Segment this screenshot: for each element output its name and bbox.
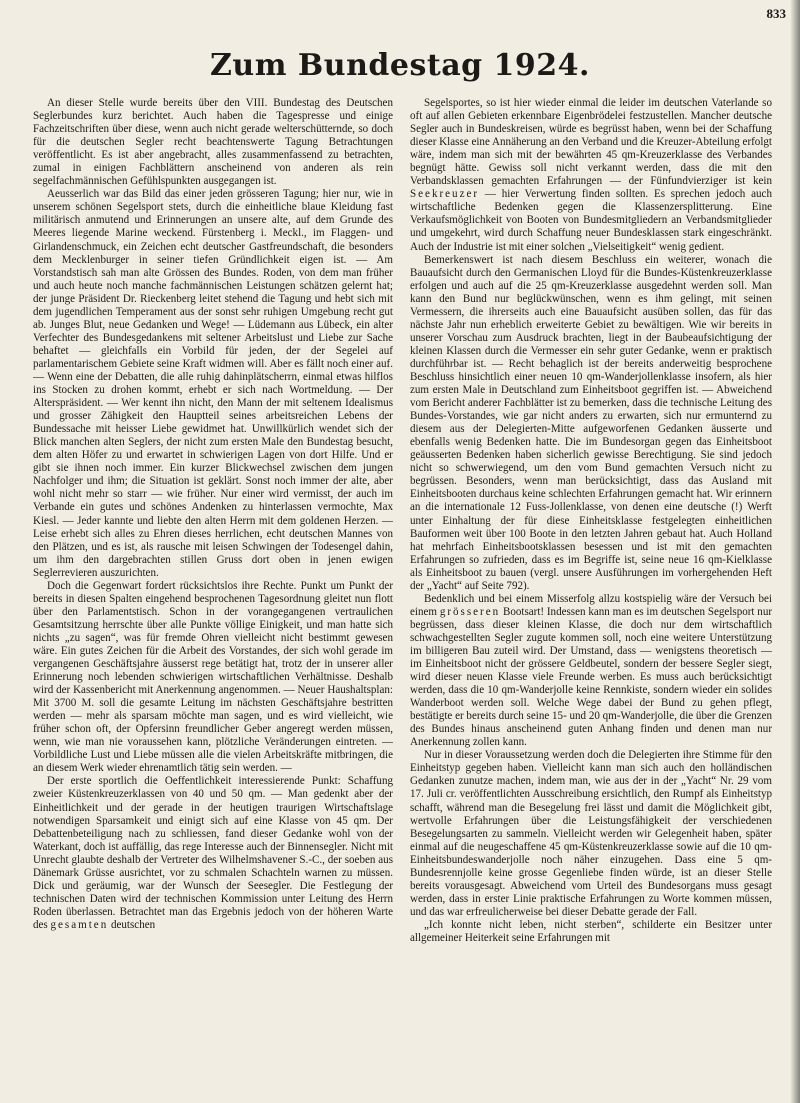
paragraph bbox=[410, 97, 772, 254]
emphasized-word: gesamten bbox=[50, 918, 109, 931]
page-number: 833 bbox=[766, 6, 786, 21]
paragraph-text: Der erste sportlich die Oeffentlichkeit interessierende Punkt: Schaffung zweier Küstenkreuzerklassen von 40 und 50 qm. — Man gedenkt aber der Einheitlichkeit und der gerade in der heutigen traurigen Wirtschaftslage notwendigen Sparsamkeit und einigt sich auf eine Klasse von 45 qm. Der Debattenbeteiligung nach zu schliessen, fand dieser Gedanke wohl von der Waterkant, doch ist auffällig, das rege Interesse auch der Binnensegler. Nicht mit Unrecht glaubte deshalb der Vertreter des Wilhelmshavener S.-C., der soeben aus Dänemark Grüsse ausrichtet, vor zu schmalen Schachteln warnen zu müssen. Dick und geräumig, war der Wunsch der Seesegler. Die Festlegung der technischen Daten wird der technischen Kommission unter Leitung des Herrn Roden überlassen. Betrachtet man das Ergebnis jedoch von der höheren Warte des bbox=[33, 775, 393, 931]
right-column bbox=[410, 97, 772, 1092]
page-edge-shadow bbox=[790, 0, 800, 1103]
emphasized-word: Seekreuzer bbox=[410, 188, 480, 201]
paragraph bbox=[410, 593, 772, 750]
paragraph: „Ich konnte nicht leben, nicht sterben“, schilderte ein Besitzer unter allgemeiner Heiterkeit seine Erfahrungen mit bbox=[410, 918, 772, 944]
paragraph: Aeusserlich war das Bild das einer jeden grösseren Tagung; hier nur, wie in unserem schönen Segelsport stets, durch die einheitliche blaue Kleidung fast militärisch anmutend und Erinnerungen an unsere alte, auf dem Grunde des Meeres liegende Marine weckend. Fürstenberg i. Meckl., im Flaggen- und Girlandenschmuck, ein Zeichen echt deutscher Gastfreundschaft, die besonders dem Mecklenburger in seiner tiefen Gründlichkeit eigen ist. — Am Vorstandstisch sah man alte Grössen des Bundes. Roden, von dem man früher und auch heute noch manche fachmännischen Leistungen schätzen gelernt hat; der junge Präsident Dr. Rieckenberg leitet stehend die Tagung und hebt sich mit dem jugendlichen Temperament aus der sonst sehr ruhigen Umgebung recht gut ab. Junges Blut, neue Gedanken und Wege! — Lüdemann aus Lübeck, ein alter Verfechter des Bundesgedankens mit seltener Arbeitslust und Liebe zur Sache behaftet — gleichfalls ein Vorbild für jeden, der der Segelei auf parlamentarischem Gebiete seine Kraft widmen will. Aber es fällt noch einer auf. — Wenn eine der Debatten, die alle ruhig dahinplätscherrn, einmal etwas hilflos ins Stocken zu drohen kommt, erhebt er sich nach Wortmeldung. — Der Alterspräsident. — Wer kennt ihn nicht, den Mann der mit seltenem Idealismus und grosser Zähigkeit den Hauptteil seines arbeitsreichen Lebens der Bundessache mit heisser Liebe gewidmet hat. Unwillkürlich wendet sich der Blick manchen alten Seglers, der nicht zum ersten Male den Bundestag besucht, dem alten Höfer zu und erwartet in schwierigen Lagen von dort Hilfe. Und er gibt sie ihnen noch immer. Ein kurzer Blickwechsel zwischen dem jungen Nachfolger und ihm; die Situation ist geklärt. Sonst noch immer der alte, aber wohl nicht mehr so starr — wie früher. Nur einer wird vermisst, der auch im Verbande ein gutes und schönes Andenken zu hinterlassen vermochte, Max Kiesl. — Jeder kannte und liebte den alten Herrn mit dem goldenen Herzen. — Leise erhebt sich alles zu Ehren dieses herrlichen, echt deutschen Mannes von den Plätzen, und es ist, als rausche mit leisen Schwingen der Todesengel dahin, um ihm den dargebrachten stillen Gruss dort oben in jenen ewigen Seglerrevieren auszurichten. bbox=[33, 188, 393, 579]
paragraph-text: — hier Verwertung finden sollten. Es sprechen jedoch auch wirtschaftliche Bedenken gegen die Klassenzersplitterung. Eine Verkaufsmöglichkeit von Booten von Bundesmitgliedern an Verbandsmitglieder und umgekehrt, wird durch Schaffung neuer Bundesklassen stark eingeschränkt. Auch der Industrie ist mit einer solchen „Vielseitigkeit“ wenig gedient. bbox=[410, 188, 772, 253]
paragraph: An dieser Stelle wurde bereits über den VIII. Bundestag des Deutschen Seglerbundes kurz berichtet. Auch haben die Tagespresse und einige Fachzeitschriften über diese, wenn auch nicht gerade welterschütternde, so doch für die deutschen Segler recht beachtenswerte Tagung Betrachtungen veröffentlicht. Es ist aber angebracht, alles zusammenfassend zu betrachten, zumal in einigen Fachblättern anscheinend von anderen als rein segelfachmännischen Gefühlspunkten ausgegangen ist. bbox=[33, 97, 393, 188]
paragraph: Bemerkenswert ist nach diesem Beschluss ein weiterer, wonach die Bauaufsicht durch den Germanischen Lloyd für die Bundes-Küstenkreuzerklasse erfolgen und auch auf die 25 qm-Kreuzerklasse ausgedehnt werden soll. Man kann den Bund nur beglückwünschen, wenn es ihm gelingt, mit seinen Vermessern, die ihrerseits auch eine Bauaufsicht ausüben sollen, das für das nächste Jahr nun erheblich erweiterte Gebiet zu bewältigen. Wie wir bereits in unserer Vorschau zum Ausdruck brachten, liegt in der Baubeaufsichtigung der kleinen Klassen durch die Vermesser ein sehr guter Gedanke, wenn er praktisch durchführbar ist. — Recht behaglich ist der bereits anderweitig besprochene Beschluss hinsichtlich einer neuen 10 qm-Wanderjollenklasse insofern, als hier zum ersten Male in Deutschland zum Einheitsboot gegriffen ist. — Abweichend vom Bericht anderer Fachblätter ist zu bemerken, dass die technische Leitung des Bundes-Vorstandes, wie gar nicht anders zu erwarten, sich nur ermunternd zu diesem aus der Delegierten-Mitte aufgeworfenen Gedanken äusserte und ebenfalls wenig Bedenken hatte. Die im Bundesorgan gegen das Einheitsboot geäusserten Bedenken haben sicherlich gewisse Berechtigung. Sie sind jedoch nicht so schwerwiegend, um den vom Bund gemachten Versuch nicht zu begrüssen. Besonders, wenn man berücksichtigt, dass das Ausland mit Einheitsbooten durchaus keine schlechten Erfahrungen gemacht hat. Wir erinnern an die internationale 12 Fuss-Jollenklasse, von denen eine deutsche (!) Werft unter Einhaltung der für diese Einheitsklasse festgelegten einheitlichen Bauformen weit über 100 Boote in den letzten Jahren gebaut hat. Auch Holland hat mehrfach Einheitsbootsklassen besessen und ist mit den gemachten Erfahrungen so zufrieden, dass es im Begriffe ist, seine neue 16 qm-Kielklasse als Einheitsboot zu bauen (vergl. unsere Ausführungen im vorhergehenden Heft der „Yacht“ auf Seite 792). bbox=[410, 253, 772, 592]
paragraph-text: Segelsportes, so ist hier wieder einmal die leider im deutschen Vaterlande so oft auf allen Gebieten erkennbare Eigenbrödelei festzustellen. Mancher deutsche Segler auch in Bundeskreisen, würde es begrüsst haben, wenn bei der Schaffung dieser Klasse eine Annäherung an den Verband und die Kreuzer-Abteilung erfolgt wäre, indem man sich mit der bewährten 45 qm-Kreuzerklasse des Verbandes begnügt hätte. Gewiss soll nicht verkannt werden, dass die mit den Verbandsklassen gemachten Erfahrungen — der Fünfundvierziger ist kein bbox=[410, 97, 772, 188]
paragraph-text: Bootsart! Indessen kann man es im deutschen Segelsport nur begrüssen, dass dieser kleinen Klasse, die doch nur dem wirtschaftlich schwachgestellten Segler zugute kommen soll, noch eine weitere Unterstützung im billigeren Bau zuteil wird. Der Umstand, dass — wenigstens theoretisch — im Einheitsboot nicht der grössere Geldbeutel, sondern der bessere Segler siegt, wird dieser neuen Klasse viele Freunde werben. Es muss auch berücksichtigt werden, dass die 10 qm-Wanderjolle keine Rennkiste, sondern wieder ein solides Wanderboot werden soll. Welche Wege dabei der Bund zu gehen pflegt, bestätigte er bereits durch seine 15- und 20 qm-Wanderjolle, die über die Grenzen des Bundes hinaus anscheinend guten Anhang finden und denen man nur Anerkennung zollen kann. bbox=[410, 605, 772, 749]
paragraph: Doch die Gegenwart fordert rücksichtslos ihre Rechte. Punkt um Punkt der bereits in diesen Spalten eingehend besprochenen Tagesordnung gleitet nun flott über den Parlamentstisch. Schon in der vorangegangenen vertraulichen Gesamtsitzung herrschte über alle Punkte völlige Einigkeit, und man hatte sich nichts „zu sagen“, was für fremde Ohren vielleicht nicht bestimmt gewesen wäre. Ein gutes Zeichen für die Arbeit des Vorstandes, der sich wohl gerade im vergangenen Geschäftsjahre äusserst rege betätigt hat, trotz der in unserer aller Erinnerung noch lebenden schwierigen wirtschaftlichen Verhältnisse. Deshalb wird der Kassenbericht mit Anerkennung angenommen. — Neuer Haushaltsplan: Mit 3700 M. soll die gesamte Leitung im nächsten Geschäftsjahre bestritten werden — mehr als sparsam möchte man sagen, und es wird vielleicht, wie früher schon oft, der Opfersinn freundlicher Geber angeregt werden müssen, wenn, wie man nie voraussehen kann, plötzliche Veränderungen eintreten. — Vorbildliche Lust und Liebe müssen alle die vielen Arbeitskräfte mitbringen, die an diesem Werk wieder ehrenamtlich tätig sein werden. — bbox=[33, 579, 393, 775]
paragraph-text: deutschen bbox=[110, 918, 156, 931]
emphasized-word: grösseren bbox=[439, 605, 501, 618]
paragraph: Nur in dieser Voraussetzung werden doch die Delegierten ihre Stimme für den Einheitstyp gegeben haben. Vielleicht kann man sich auch den holländischen Gedanken zunutze machen, indem man, wie aus der in der „Yacht“ Nr. 29 vom 17. Juli cr. veröffentlichten Ausschreibung ersichtlich, den Rumpf als Einheitstyp schafft, während man die Besegelung frei lässt und damit die Möglichkeit gibt, wertvolle Erfahrungen über die Leistungsfähigkeit der verschiedenen Besegelungsarten zu sammeln. Vielleicht werden wir Gelegenheit haben, später einmal auf die neugeschaffene 45 qm-Küstenkreuzerklasse sowie auf die 10 qm-Einheitsbundeswanderjolle noch näher einzugehen. Dass eine 5 qm-Bundesrennjolle keine grosse Gegenliebe finden würde, ist an dieser Stelle bereits vorausgesagt. Abweichend vom Urteil des Bundesorgans muss gesagt werden, dass in erster Linie praktische Erfahrungen zu Worte kommen müssen, und das war erfreulicherweise bei dieser Debatte gerade der Fall. bbox=[410, 749, 772, 918]
article-title: Zum Bundestag 1924. bbox=[210, 48, 590, 83]
paragraph bbox=[33, 775, 393, 932]
paragraph-text: Bedenklich und bei einem Misserfolg allzu kostspielig wäre der Versuch bei einem bbox=[410, 592, 772, 618]
left-column bbox=[33, 97, 393, 1092]
